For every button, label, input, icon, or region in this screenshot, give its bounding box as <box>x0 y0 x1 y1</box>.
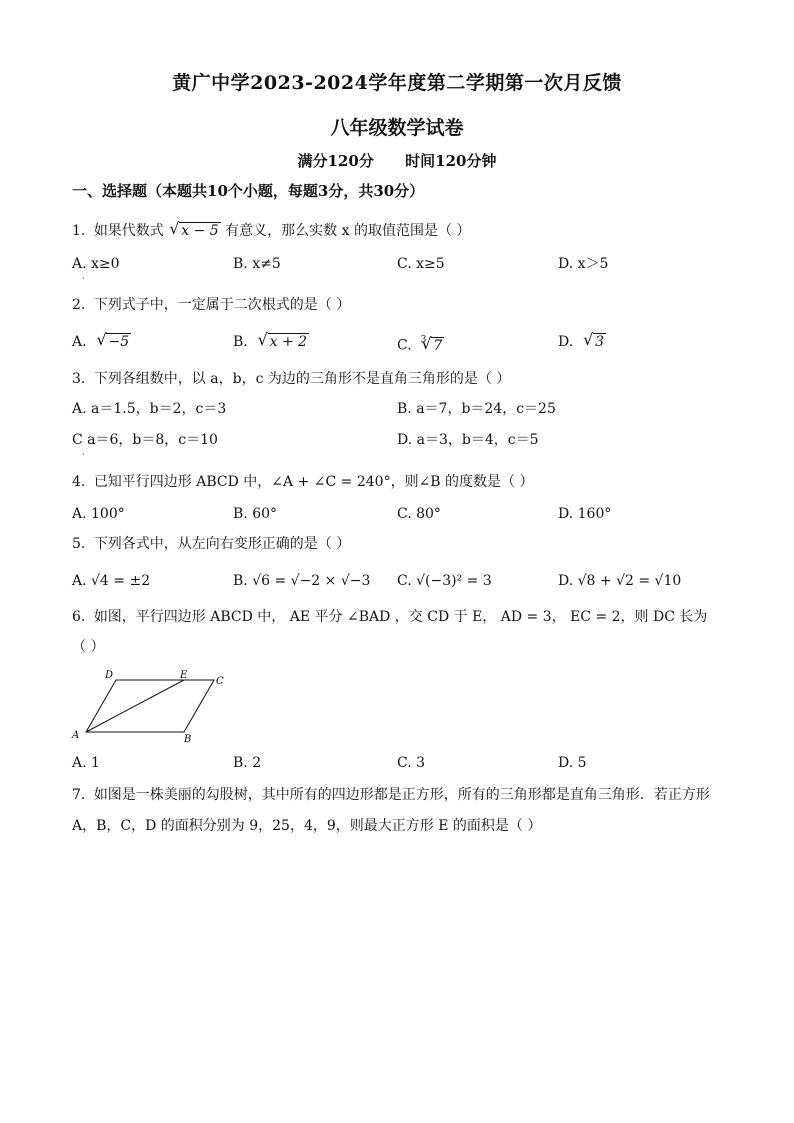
question-4 <box>72 472 534 492</box>
option-b[interactable]: B. √6 = √−2 × √−3 <box>233 573 371 589</box>
question-7-line2: A，B，C，D 的面积分别为 9，25，4，9，则最大正方形 E 的面积是（ ） <box>72 818 542 834</box>
option-a[interactable]: A. 1 <box>72 755 100 771</box>
option-a[interactable]: A. √ −5 <box>72 332 131 352</box>
question-3 <box>72 369 510 389</box>
label-a: A <box>72 730 80 741</box>
option-a[interactable]: A. x≥0 <box>72 256 120 272</box>
question-text: 如图是一株美丽的勾股树，其中所有的四边形都是正方形，所有的三角形都是直角三角形．若正方形 <box>93 787 710 803</box>
question-text: 下列式子中，一定属于二次根式的是（ ） <box>93 297 351 313</box>
question-7 <box>72 785 710 805</box>
question-text: 下列各式中，从左向右变形正确的是（ ） <box>93 536 351 552</box>
option-d[interactable]: D. 160° <box>558 506 612 522</box>
option-c[interactable]: C a＝6，b＝8，c＝10 <box>72 432 218 448</box>
question-1 <box>72 221 470 241</box>
question-6 <box>72 607 707 627</box>
option-d[interactable]: D. a＝3，b＝4，c＝5 <box>397 432 539 448</box>
sqrt-expression: √ x − 5 <box>170 221 220 241</box>
question-2 <box>72 295 350 315</box>
option-c[interactable]: C. 3 <box>397 755 426 771</box>
question-text: 下列各组数中，以 a，b，c 为边的三角形不是直角三角形的是（ ） <box>93 371 511 387</box>
option-b[interactable]: B. 2 <box>233 755 262 771</box>
exam-subtitle: 八年级数学试卷 <box>330 117 464 139</box>
option-b[interactable]: B. 60° <box>233 506 278 522</box>
option-d[interactable]: D. √8 + √2 = √10 <box>558 573 682 589</box>
option-a[interactable]: A. a＝1.5，b＝2，c＝3 <box>72 401 227 417</box>
option-b[interactable]: B. √ x + 2 <box>233 332 309 352</box>
dot-mark: · <box>82 450 85 459</box>
parallelogram-figure <box>70 668 230 744</box>
option-a[interactable]: A. √4 = ±2 <box>72 573 151 589</box>
question-text: 如图，平行四边形 ABCD 中， AE 平分 ∠BAD ，交 CD 于 E， AD = 3， EC = 2，则 DC 长为 <box>93 609 708 625</box>
question-number: 7. <box>72 787 86 803</box>
label-d: D <box>105 670 114 681</box>
exam-title: 黄广中学2023-2024学年度第二学期第一次月反馈 <box>172 72 622 94</box>
section-title: 一、选择题（本题共10个小题，每题3分，共30分） <box>72 182 425 200</box>
question-number: 6. <box>72 609 86 625</box>
question-number: 5. <box>72 536 86 552</box>
question-number: 2. <box>72 297 86 313</box>
question-number: 1. <box>72 223 86 239</box>
question-number: 4. <box>72 474 86 490</box>
question-text: 已知平行四边形 ABCD 中，∠A + ∠C = 240°，则∠B 的度数是（ ） <box>93 474 534 490</box>
question-number: 3. <box>72 371 86 387</box>
question-text: 有意义，那么实数 x 的取值范围是（ ） <box>225 223 471 239</box>
option-d[interactable]: D. 5 <box>558 755 587 771</box>
option-c[interactable]: C. x≥5 <box>397 256 445 272</box>
label-e: E <box>180 670 188 681</box>
option-a[interactable]: A. 100° <box>72 506 125 522</box>
option-b[interactable]: B. x≠5 <box>233 256 281 272</box>
label-b: B <box>184 734 192 744</box>
option-b[interactable]: B. a＝7，b＝24，c＝25 <box>397 401 556 417</box>
option-c[interactable]: C. √(−3)² = 3 <box>397 573 492 589</box>
score-time-line: 满分120分 时间120分钟 <box>297 152 497 170</box>
question-6-line2: （ ） <box>72 639 105 655</box>
dot-mark: · <box>82 274 85 283</box>
option-c[interactable]: C. $^3$√ 7 <box>397 332 444 356</box>
label-c: C <box>216 676 224 687</box>
option-c[interactable]: C. 80° <box>397 506 441 522</box>
option-d[interactable]: D. √ 3 <box>558 332 606 352</box>
question-text: 如果代数式 <box>93 223 164 239</box>
option-d[interactable]: D. x＞5 <box>558 256 609 272</box>
question-5 <box>72 534 350 554</box>
